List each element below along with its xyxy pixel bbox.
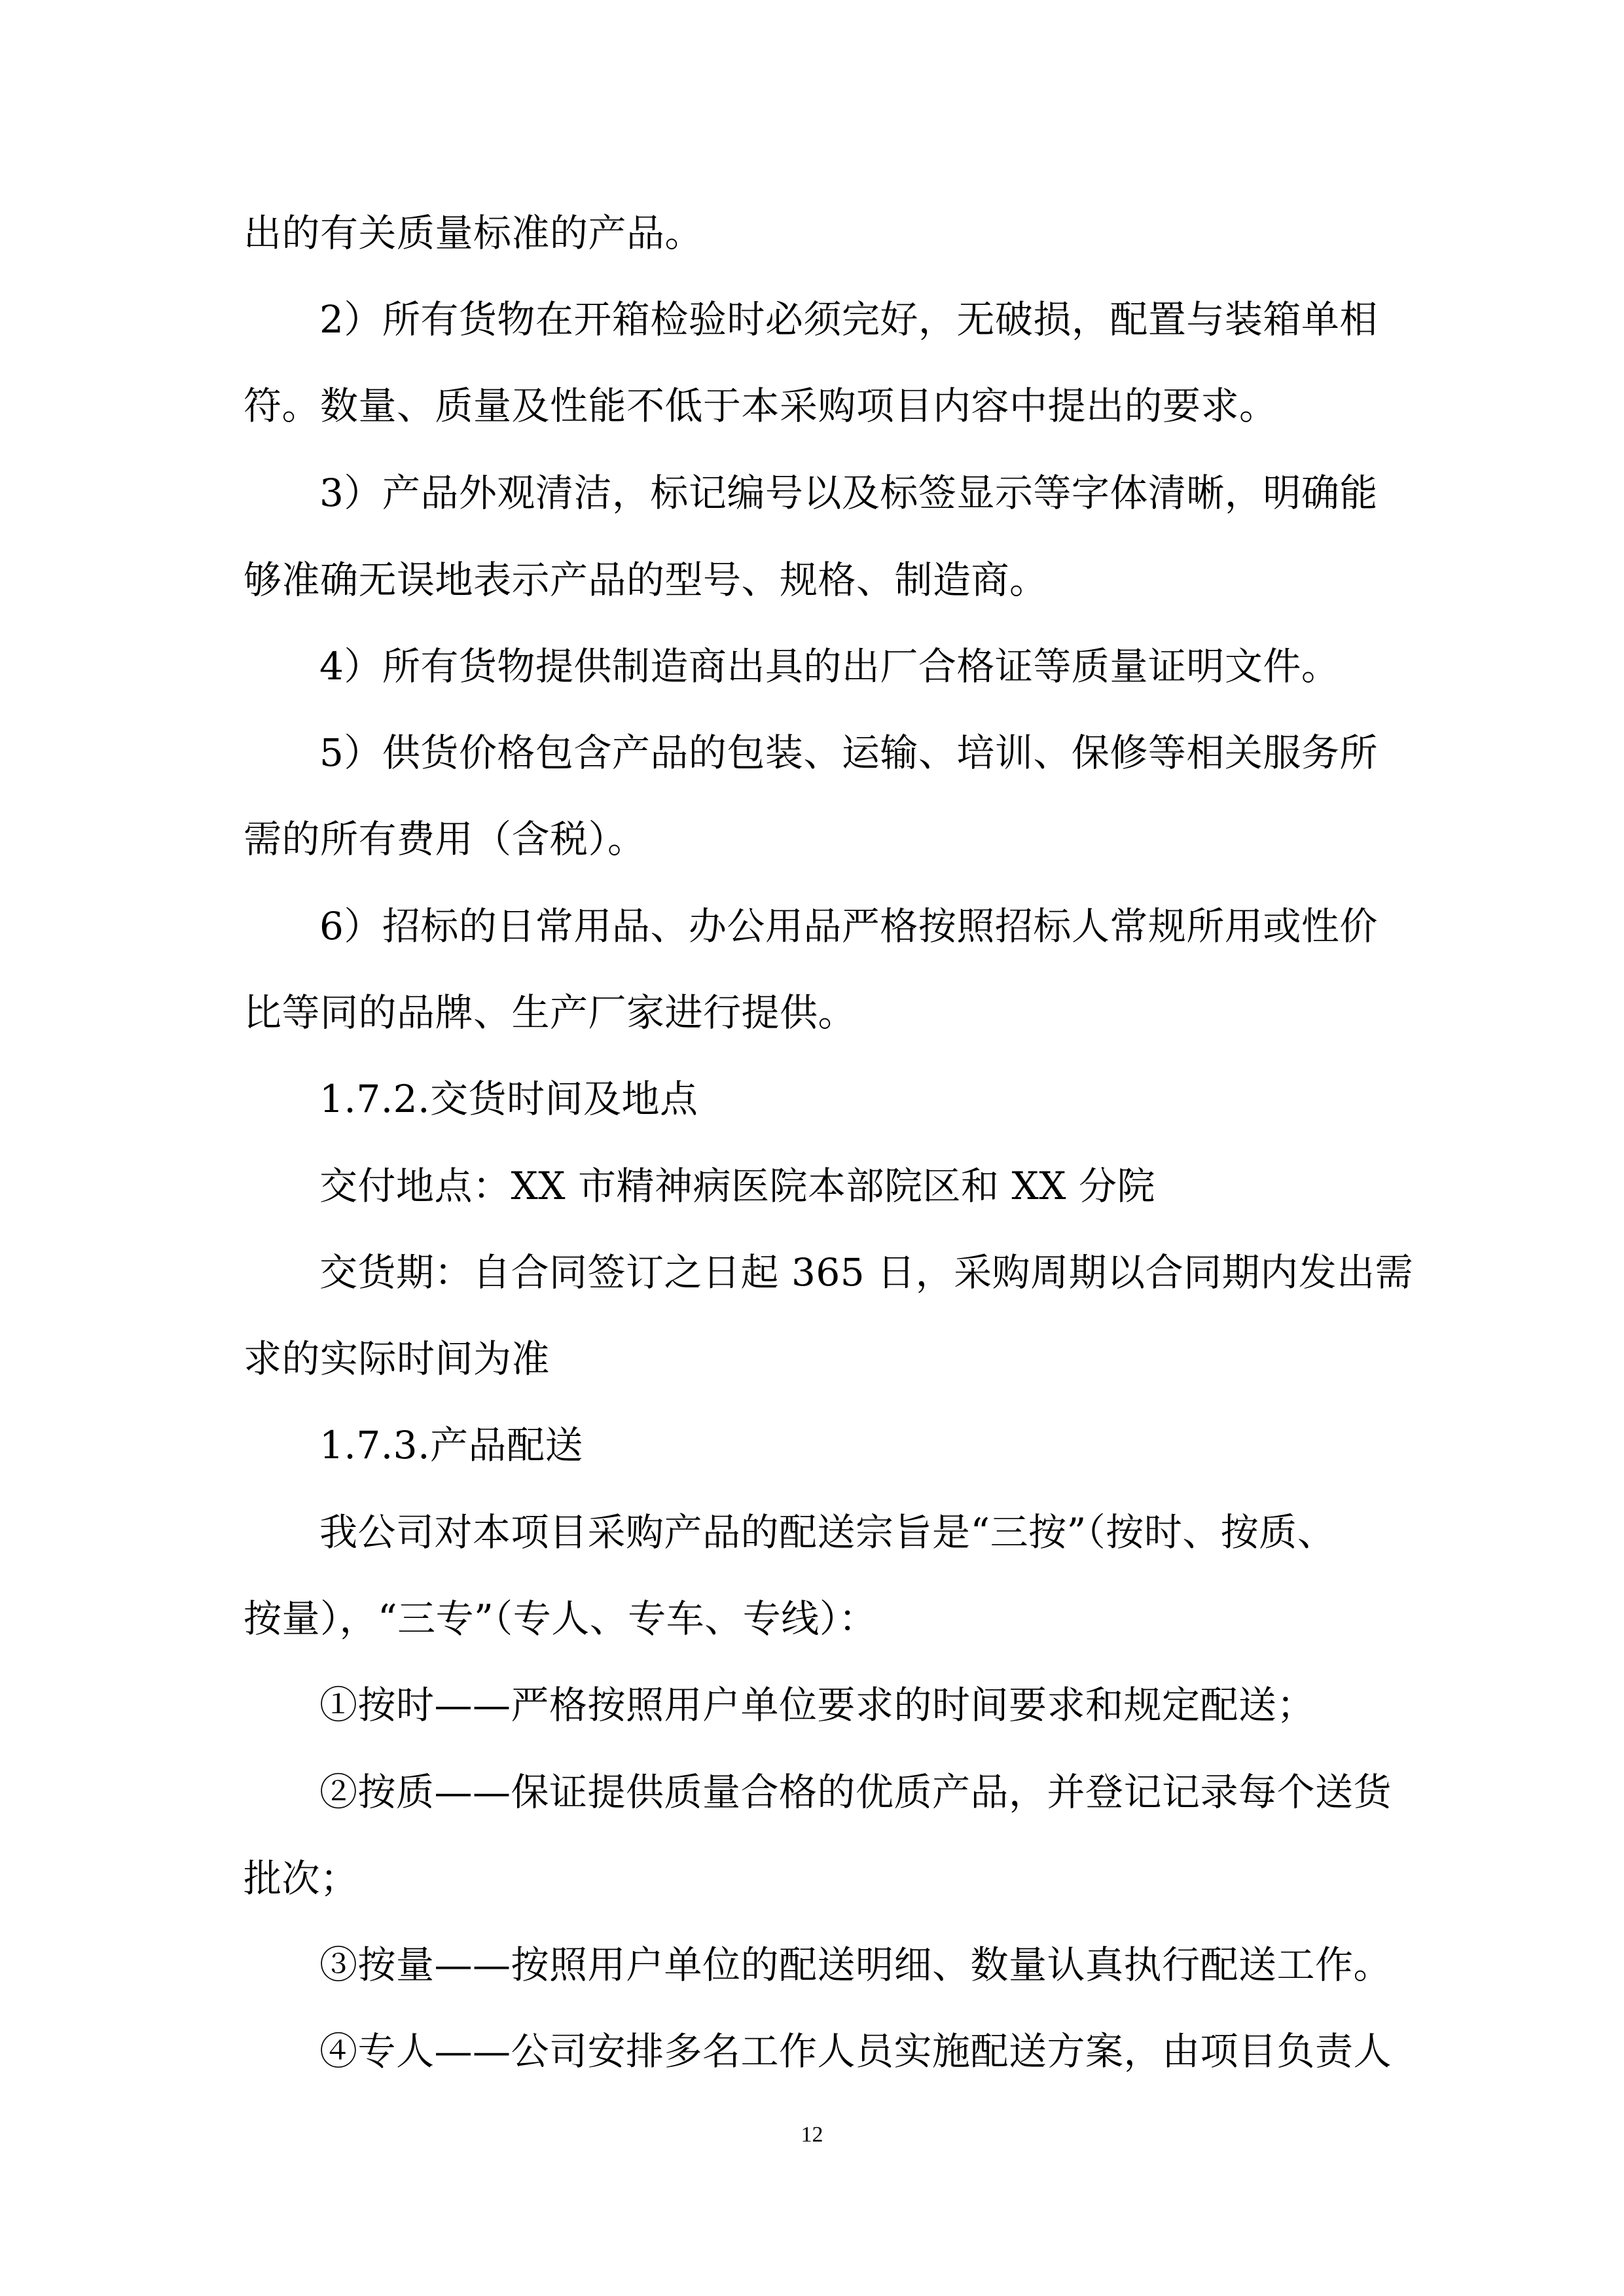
body-text-line: 5）供货价格包含产品的包装、运输、培训、保修等相关服务所 bbox=[319, 730, 1378, 775]
body-text-line: 我公司对本项目采购产品的配送宗旨是“三按”（按时、按质、 bbox=[319, 1510, 1336, 1554]
body-text-line: 3）产品外观清洁，标记编号以及标签显示等字体清晰，明确能 bbox=[319, 471, 1378, 515]
body-text-line: 出的有关质量标准的产品。 bbox=[244, 211, 704, 255]
body-text-line: 交付地点：XX 市精神病医院本部院区和 XX 分院 bbox=[319, 1164, 1155, 1208]
list-item-line: ③按量——按照用户单位的配送明细、数量认真执行配送工作。 bbox=[319, 1943, 1392, 1987]
body-text-line: 需的所有费用（含税）。 bbox=[244, 817, 646, 861]
body-text-line: 求的实际时间为准 bbox=[244, 1336, 550, 1381]
list-item-line: ①按时——严格按照用户单位要求的时间要求和规定配送； bbox=[319, 1683, 1316, 1727]
list-item-line: 批次； bbox=[244, 1856, 359, 1901]
body-text-line: 4）所有货物提供制造商出具的出厂合格证等质量证明文件。 bbox=[319, 644, 1340, 689]
list-item-line: ④专人——公司安排多名工作人员实施配送方案，由项目负责人 bbox=[319, 2029, 1392, 2073]
page-number: 12 bbox=[801, 2123, 823, 2147]
section-heading: 1.7.3.产品配送 bbox=[319, 1423, 584, 1467]
list-item-line: ②按质——保证提供质量合格的优质产品，并登记记录每个送货 bbox=[319, 1770, 1392, 1814]
body-text-line: 够准确无误地表示产品的型号、规格、制造商。 bbox=[244, 558, 1048, 602]
body-text-line: 按量），“三专”（专人、专车、专线）： bbox=[244, 1596, 877, 1641]
section-heading: 1.7.2.交货时间及地点 bbox=[319, 1077, 698, 1121]
body-text-line: 交货期：自合同签订之日起 365 日，采购周期以合同期内发出需 bbox=[319, 1250, 1414, 1295]
body-text-line: 符。数量、质量及性能不低于本采购项目内容中提出的要求。 bbox=[244, 384, 1278, 428]
body-text-line: 2）所有货物在开箱检验时必须完好，无破损，配置与装箱单相 bbox=[319, 297, 1378, 342]
body-text-line: 比等同的品牌、生产厂家进行提供。 bbox=[244, 990, 857, 1035]
body-text-line: 6）招标的日常用品、办公用品严格按照招标人常规所用或性价 bbox=[319, 904, 1378, 948]
